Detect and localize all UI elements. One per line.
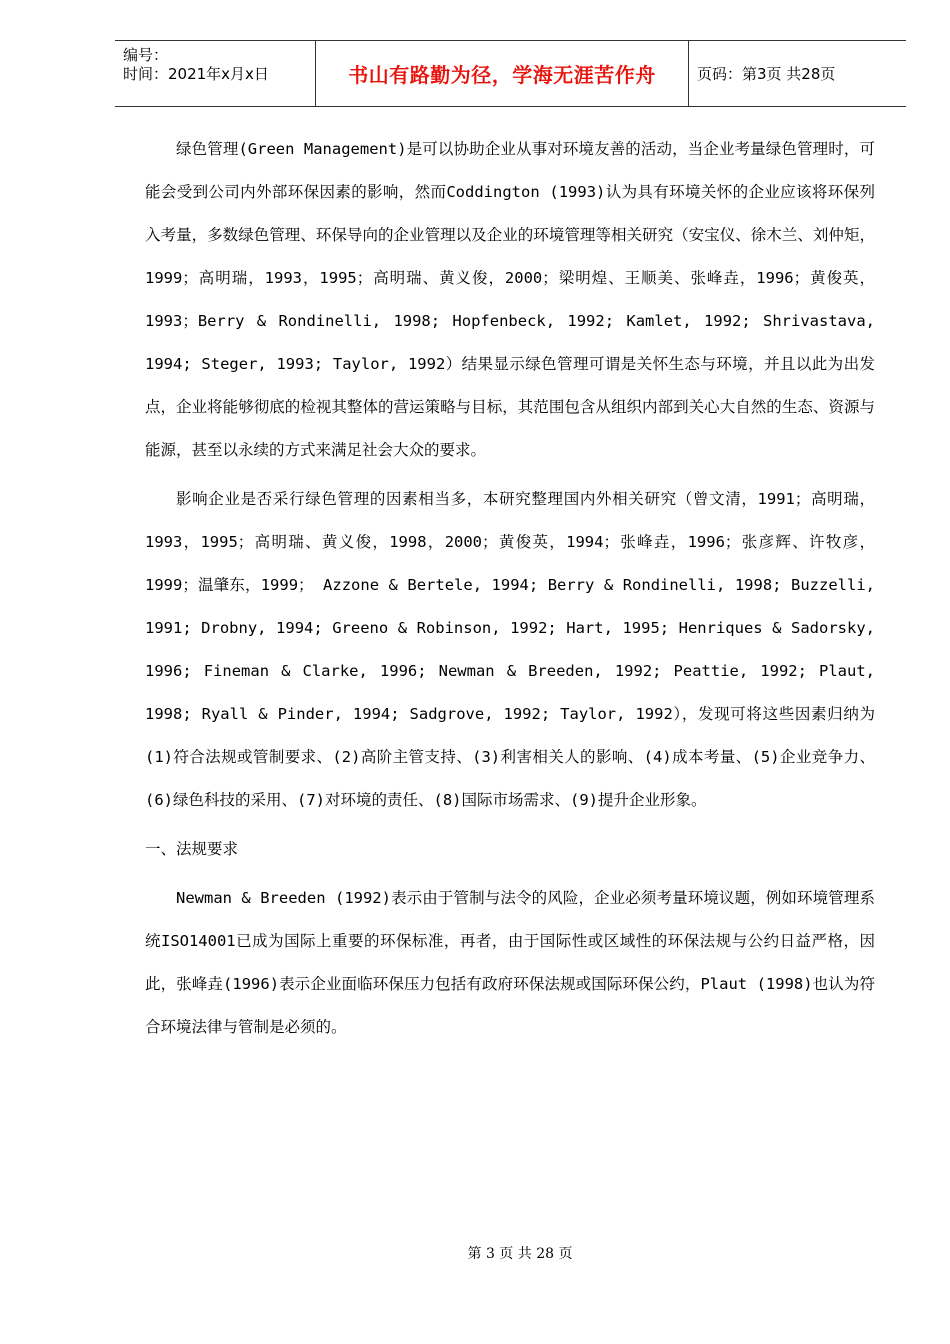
number-label: 编号： — [123, 46, 169, 64]
paragraph-green-management: 绿色管理(Green Management)是可以协助企业从事对环境友善的活动，当企业考量绿色管理时，可能会受到公司内外部环保因素的影响，然而Coddington (1993)认为具有环境关怀的企业应该将环保列入考量，多数绿色管理、环保导向的企业管理以及企业的环境管理等相关研究（安宝仪、徐木兰、刘仲矩，1999；高明瑞，1993，1995；高明瑞、黄义俊，2000；梁明煌、王顺美、张峰垚，1996；黄俊英，1993；Berry & Rondinelli, 1998; Hopfenbeck, 1992; Kamlet, 1992; Shrivastava, 1994; Steger, 1993; Taylor, 1992）结果显示绿色管理可谓是关怀生态与环境，并且以此为出发点，企业将能够彻底的检视其整体的营运策略与目标，其范围包含从组织内部到关心大自然的生态、资源与能源，甚至以永续的方式来满足社会大众的要求。 — [145, 140, 875, 459]
document-body — [145, 128, 875, 1049]
page-info-text: 页码：第3页 共28页 — [697, 65, 836, 83]
page-footer: 第 3 页 共 28 页 — [467, 1246, 573, 1262]
paragraph-influence-factors: 影响企业是否采行绿色管理的因素相当多，本研究整理国内外相关研究（曾文清，1991；高明瑞，1993，1995；高明瑞、黄义俊，1998，2000；黄俊英，1994；张峰垚，1996；张彦辉、许牧彦，1999；温肇东，1999； Azzone & Bertele, 1994; Berry & Rondinelli, 1998; Buzzelli, 1991; Drobny, 1994; Greeno & Robinson, 1992; Hart, 1995; Henriques & Sadorsky, 1996; Fineman & Clarke, 1996; Newman & Breeden, 1992; Peattie, 1992; Plaut, 1998; Ryall & Pinder, 1994; Sadgrove, 1992; Taylor, 1992），发现可将这些因素归纳为(1)符合法规或管制要求、(2)高阶主管支持、(3)利害相关人的影响、(4)成本考量、(5)企业竞争力、(6)绿色科技的采用、(7)对环境的责任、(8)国际市场需求、(9)提升企业形象。 — [145, 490, 875, 809]
time-label: 时间：2021年x月x日 — [123, 65, 269, 83]
page-header — [115, 40, 906, 107]
section-heading: 一、法规要求 — [145, 840, 239, 858]
header-page-info — [689, 41, 906, 106]
paragraph-regulation: Newman & Breeden (1992)表示由于管制与法令的风险，企业必须考量环境议题，例如环境管理系统ISO14001已成为国际上重要的环保标准，再者，由于国际性或区域性的环保法规与公约日益严格，因此，张峰垚(1996)表示企业面临环保压力包括有政府环保法规或国际环保公约，Plaut (1998)也认为符合环境法律与管制是必须的。 — [145, 889, 875, 1036]
motto-text: 书山有路勤为径，学海无涯苦作舟 — [348, 63, 656, 87]
header-meta — [115, 41, 316, 106]
header-motto — [316, 41, 689, 106]
